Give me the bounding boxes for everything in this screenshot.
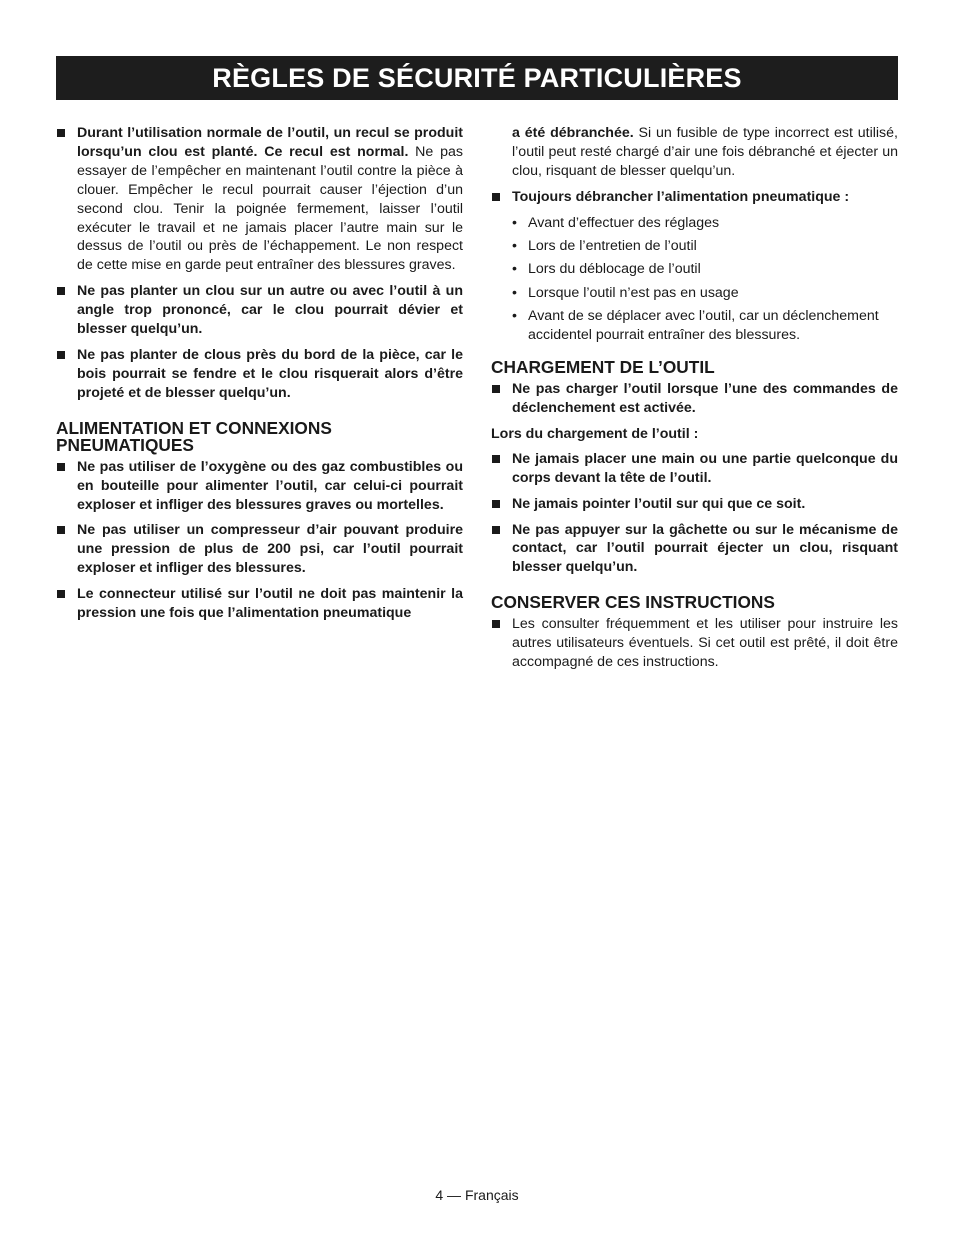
square-bullet-icon (492, 526, 500, 534)
bullet-item (491, 284, 898, 303)
item-bold-text: Ne pas utiliser un compresseur d’air pouvant produire une pression de plus de 200 psi, car l’outil pourrait exploser et infliger des blessures. (77, 522, 463, 577)
bullet-text: Lors de l’entretien de l’outil (528, 238, 697, 255)
square-bullet-icon (57, 526, 65, 534)
item-bold-text: Ne pas utiliser de l’oxygène ou des gaz combustibles ou en bouteille pour alimenter l’outil, car celui-ci pourrait exploser et infliger des blessures graves ou mortelles. (77, 458, 463, 513)
list-item (491, 495, 898, 514)
square-bullet-icon (57, 351, 65, 359)
page-title: RÈGLES DE SÉCURITÉ PARTICULIÈRES (212, 62, 742, 93)
square-bullet-icon (492, 500, 500, 508)
item-bold-text: Ne jamais placer une main ou une partie quelconque du corps devant la tête de l’outil. (512, 450, 898, 486)
list-item (56, 585, 463, 623)
item-bold-text: Ne jamais pointer l’outil sur qui que ce soit. (512, 495, 806, 512)
square-bullet-icon (492, 455, 500, 463)
item-text: Ne pas essayer de l’empêcher en maintenant l’outil contre la pièce à clouer. Empêcher le recul pourrait causer l’éjection d’un second clou. Tenir la poignée fermement, laisser l’outil exécuter le travail et ne jamais placer l’autre main sur le dessus de l’outil ou près de l’échappement. Le non respect de cette mise en garde peut entraîner des blessures graves. (77, 143, 463, 274)
bullet-item (491, 237, 898, 256)
item-bold-text: Ne pas planter un clou sur un autre ou avec l’outil à un angle trop prononcé, car le clou pourrait dévier et blesser quelqu’un. (77, 283, 463, 338)
list-item-continuation (491, 124, 898, 181)
list-item (491, 188, 898, 207)
item-bold-text: Le connecteur utilisé sur l’outil ne doit pas maintenir la pression une fois que l’alimentation pneumatique (77, 586, 463, 622)
item-bold-text: Ne pas charger l’outil lorsque l’une des commandes de déclenchement est activée. (512, 381, 898, 416)
bullet-dot-icon: • (512, 308, 517, 325)
square-bullet-icon (57, 129, 65, 137)
section-heading-chargement: CHARGEMENT DE L’OUTIL (491, 357, 715, 378)
list-item (56, 521, 463, 578)
item-bold-text: Ne pas appuyer sur la gâchette ou sur le mécanisme de contact, car l’outil pourrait éjecter un clou, risquant blesser quelqu’un. (512, 521, 898, 576)
bullet-item (491, 307, 898, 345)
left-column (56, 124, 463, 630)
square-bullet-icon (57, 590, 65, 598)
bullet-dot-icon: • (512, 214, 517, 231)
bullet-dot-icon: • (512, 284, 517, 301)
item-bold-text: Durant l’utilisation normale de l’outil, un recul se produit lorsqu’un clou est planté. Ce recul est normal. (77, 125, 463, 160)
square-bullet-icon (57, 463, 65, 471)
right-column (491, 124, 898, 679)
list-item (491, 450, 898, 488)
list-item (491, 380, 898, 418)
item-bold-text: Ne pas planter de clous près du bord de la pièce, car le bois pourrait se fendre et le clou risquerait alors d’être projeté et de blesser quelqu’un. (77, 346, 463, 401)
square-bullet-icon (57, 287, 65, 295)
list-item (491, 615, 898, 672)
section-heading-conserver: CONSERVER CES INSTRUCTIONS (491, 592, 775, 613)
sub-label: Lors du chargement de l’outil : (491, 425, 699, 442)
item-text: Les consulter fréquemment et les utiliser pour instruire les autres utilisateurs éventuels. Si cet outil est prêté, il doit être accompagné de ces instructions. (512, 616, 898, 671)
bullet-item (491, 214, 898, 233)
bullet-text: Lors du déblocage de l’outil (528, 261, 701, 278)
item-text: Si un fusible de type incorrect est utilisé, l’outil peut resté chargé d’air une fois débranché et éjecter un clou, risquant de blesser quelqu’un. (512, 125, 898, 179)
list-item (56, 124, 463, 275)
square-bullet-icon (492, 385, 500, 393)
bullet-dot-icon: • (512, 261, 517, 278)
item-bold-text: Toujours débrancher l’alimentation pneumatique : (512, 188, 850, 205)
bullet-text: Avant de se déplacer avec l’outil, car un déclenchement accidentel pourrait entraîner des blessures. (528, 308, 879, 344)
page-footer: 4 — Français (435, 1187, 519, 1203)
list-item (56, 458, 463, 515)
list-item (491, 521, 898, 578)
list-item (56, 282, 463, 339)
title-banner (56, 56, 898, 100)
bullet-text: Lorsque l’outil n’est pas en usage (528, 284, 739, 301)
square-bullet-icon (492, 620, 500, 628)
bullet-item (491, 260, 898, 279)
square-bullet-icon (492, 193, 500, 201)
list-item (56, 346, 463, 403)
bullet-dot-icon: • (512, 238, 517, 255)
item-bold-text: a été débranchée. (512, 125, 634, 141)
section-heading-alimentation: ALIMENTATION ET CONNEXIONS PNEUMATIQUES (56, 417, 332, 455)
bullet-text: Avant d’effectuer des réglages (528, 214, 720, 231)
